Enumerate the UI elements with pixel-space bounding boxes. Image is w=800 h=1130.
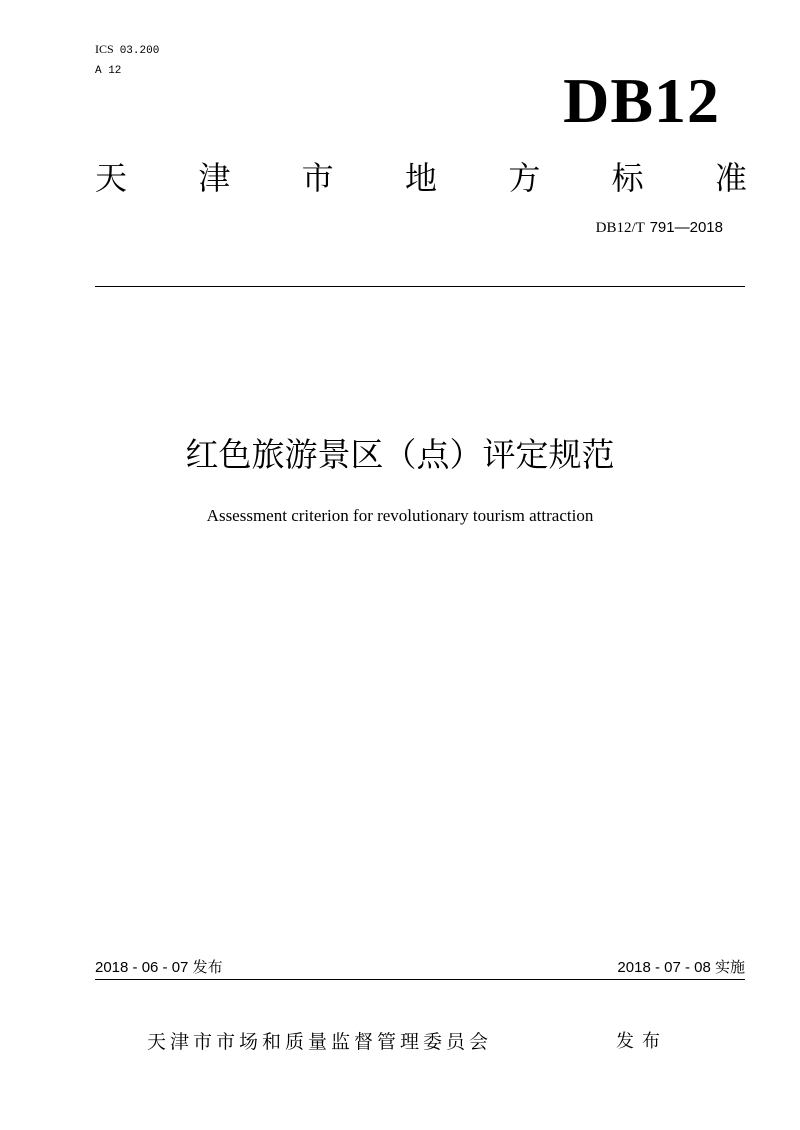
standard-type-char: 标: [611, 159, 644, 197]
standard-type-heading: [95, 158, 747, 198]
ics-label: ICS: [95, 42, 114, 56]
standard-type-char: 地: [404, 159, 437, 197]
standard-number-prefix: DB12/T: [595, 220, 645, 236]
issuing-authority: 天津市市场和质量监督管理委员会: [147, 1031, 493, 1053]
header-divider: [95, 286, 745, 287]
ics-code-line: [95, 42, 159, 58]
footer-divider: [95, 979, 745, 980]
standard-type-char: 准: [714, 159, 747, 197]
standard-type-char: 天: [95, 159, 128, 197]
standard-logo: DB12: [563, 65, 720, 136]
standard-number: [596, 217, 723, 238]
standard-number-value: 791—2018: [649, 219, 723, 236]
standard-type-char: 市: [301, 159, 334, 197]
document-subtitle-english: Assessment criterion for revolutionary tourism attraction: [206, 506, 594, 525]
standard-type-char: 方: [508, 159, 541, 197]
release-date: 2018 - 06 - 07 发布: [95, 959, 223, 976]
document-title: 红色旅游景区（点）评定规范: [185, 435, 615, 474]
ics-code: 03.200: [119, 45, 160, 57]
issue-action: 发布: [616, 1031, 668, 1052]
implementation-date: 2018 - 07 - 08 实施: [617, 959, 745, 976]
classification-code: A 12: [95, 65, 122, 77]
standard-type-char: 津: [198, 159, 231, 197]
